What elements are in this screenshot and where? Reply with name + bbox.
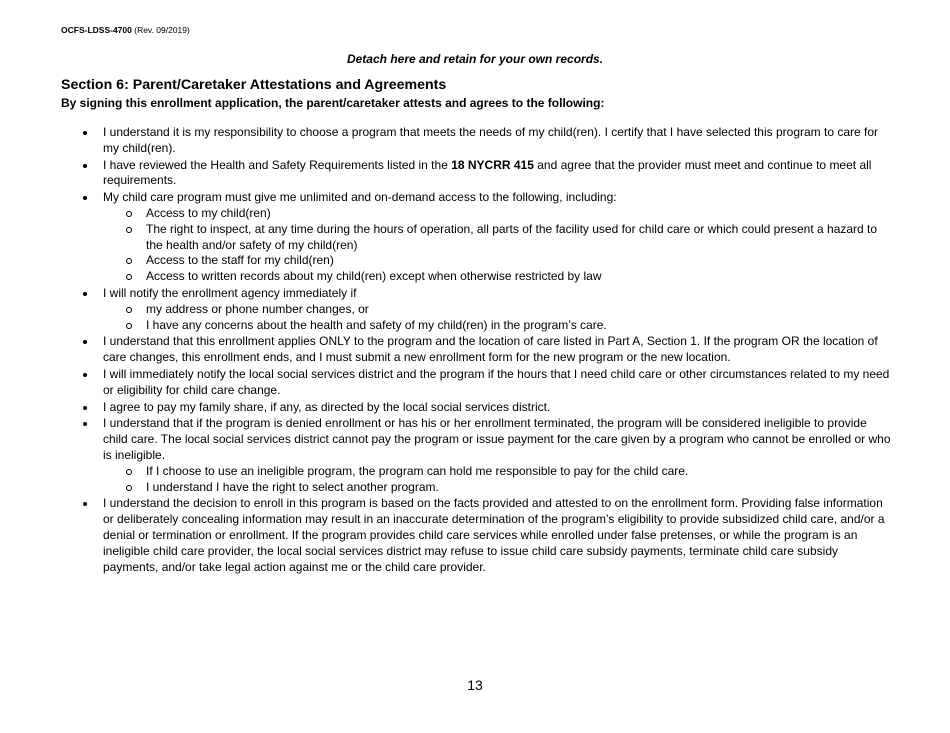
bullet-icon — [83, 340, 87, 344]
sub-item — [146, 464, 893, 480]
form-revision: (Rev. 09/2019) — [134, 25, 190, 35]
circle-bullet-icon — [126, 227, 132, 233]
notify-sublist — [103, 302, 893, 334]
bullet-icon — [83, 131, 87, 135]
attestation-text: I understand the decision to enroll in this program is based on the facts provided and attested to on the enrollment form. Providing false information or deliberately concealing information may result in an inaccurate determination of the program’s eligibility to provide subsidized child care, and/or a denial or termination or enrollment. If the program provides child care services while enrolled under false pretenses, or while the program is an ineligible child care provider, the local social services district may refuse to issue child care subsidy payments, terminate child care subsidy payments, and/or take legal action against me or the child care provider. — [103, 496, 885, 574]
section-subtitle: By signing this enrollment application, the parent/caretaker attests and agrees to the following: — [61, 96, 605, 110]
attestation-item-hours-change — [103, 367, 893, 399]
sub-item — [146, 269, 893, 285]
sub-item — [146, 302, 893, 318]
bullet-icon — [83, 292, 87, 296]
sub-item — [146, 318, 893, 334]
circle-bullet-icon — [126, 469, 132, 475]
attestation-item-notify — [103, 286, 893, 333]
sub-item-text: I understand I have the right to select another program. — [146, 479, 439, 494]
sub-item — [146, 253, 893, 269]
form-code: OCFS-LDSS-4700 — [61, 25, 132, 35]
circle-bullet-icon — [126, 211, 132, 217]
circle-bullet-icon — [126, 258, 132, 264]
sub-item — [146, 480, 893, 496]
attestation-item-access — [103, 190, 893, 285]
bullet-icon — [83, 196, 87, 200]
access-sublist — [103, 206, 893, 285]
attestation-text: I agree to pay my family share, if any, as directed by the local social services district. — [103, 399, 551, 414]
sub-item-text: Access to written records about my child(ren) except when otherwise restricted by law — [146, 269, 602, 284]
bullet-icon — [83, 502, 87, 506]
bullet-icon — [83, 406, 87, 410]
attestation-text: My child care program must give me unlimited and on-demand access to the following, including: — [103, 190, 617, 205]
sub-item-text: my address or phone number changes, or — [146, 301, 369, 316]
attestation-text: and agree that the provider must meet and continue to meet all requirements. — [103, 157, 872, 188]
attestation-item-decision — [103, 496, 893, 575]
sub-item-text: If I choose to use an ineligible program, the program can hold me responsible to pay for the child care. — [146, 463, 689, 478]
sub-item-text: Access to my child(ren) — [146, 205, 271, 220]
sub-item — [146, 206, 893, 222]
form-identifier — [61, 25, 190, 36]
attestation-item-health-safety — [103, 158, 893, 190]
attestation-text: I understand it is my responsibility to choose a program that meets the needs of my child(ren). I certify that I have selected this program to care for my child(ren). — [103, 125, 879, 155]
circle-bullet-icon — [126, 323, 132, 329]
ineligible-sublist — [103, 464, 893, 496]
attestation-text: I have reviewed the Health and Safety Requirements listed in the — [103, 157, 452, 172]
sub-item-text: I have any concerns about the health and safety of my child(ren) in the program’s care. — [146, 317, 607, 332]
circle-bullet-icon — [126, 307, 132, 313]
attestation-text: I will notify the enrollment agency immediately if — [103, 285, 357, 300]
attestation-text: I understand that this enrollment applies ONLY to the program and the location of care listed in Part A, Section 1. If the program OR the location of care changes, this enrollment ends, and I must submit a new enrollment form for the new program or the new location. — [103, 334, 878, 365]
attestation-item-applies-only — [103, 334, 893, 366]
bullet-icon — [83, 164, 87, 168]
sub-item — [146, 222, 893, 254]
attestation-item-family-share — [103, 400, 893, 416]
attestation-list — [103, 125, 893, 575]
detach-note: Detach here and retain for your own records. — [346, 52, 604, 66]
attestation-text: I understand that if the program is denied enrollment or has his or her enrollment terminated, the program will be considered ineligible to provide child care. The local social services district cannot pay the program or issue payment for the care given by a program who cannot be enrolled or who is ineligible. — [103, 416, 891, 462]
attestation-item-ineligible — [103, 416, 893, 495]
circle-bullet-icon — [126, 274, 132, 280]
regulation-reference: 18 NYCRR 415 — [451, 157, 534, 172]
circle-bullet-icon — [126, 485, 132, 491]
attestation-item-responsibility — [103, 125, 893, 157]
sub-item-text: The right to inspect, at any time during the hours of operation, all parts of the facility used for child care or which could present a hazard to the health and/or safety of my child(ren) — [146, 221, 878, 252]
page-number: 13 — [467, 677, 483, 693]
sub-item-text: Access to the staff for my child(ren) — [146, 253, 334, 268]
bullet-icon — [83, 373, 87, 377]
bullet-icon — [83, 422, 87, 426]
attestation-text: I will immediately notify the local social services district and the program if the hours that I need child care or other circumstances related to my need or eligibility for child care change. — [103, 366, 890, 397]
section-title: Section 6: Parent/Caretaker Attestations and Agreements — [61, 77, 447, 93]
